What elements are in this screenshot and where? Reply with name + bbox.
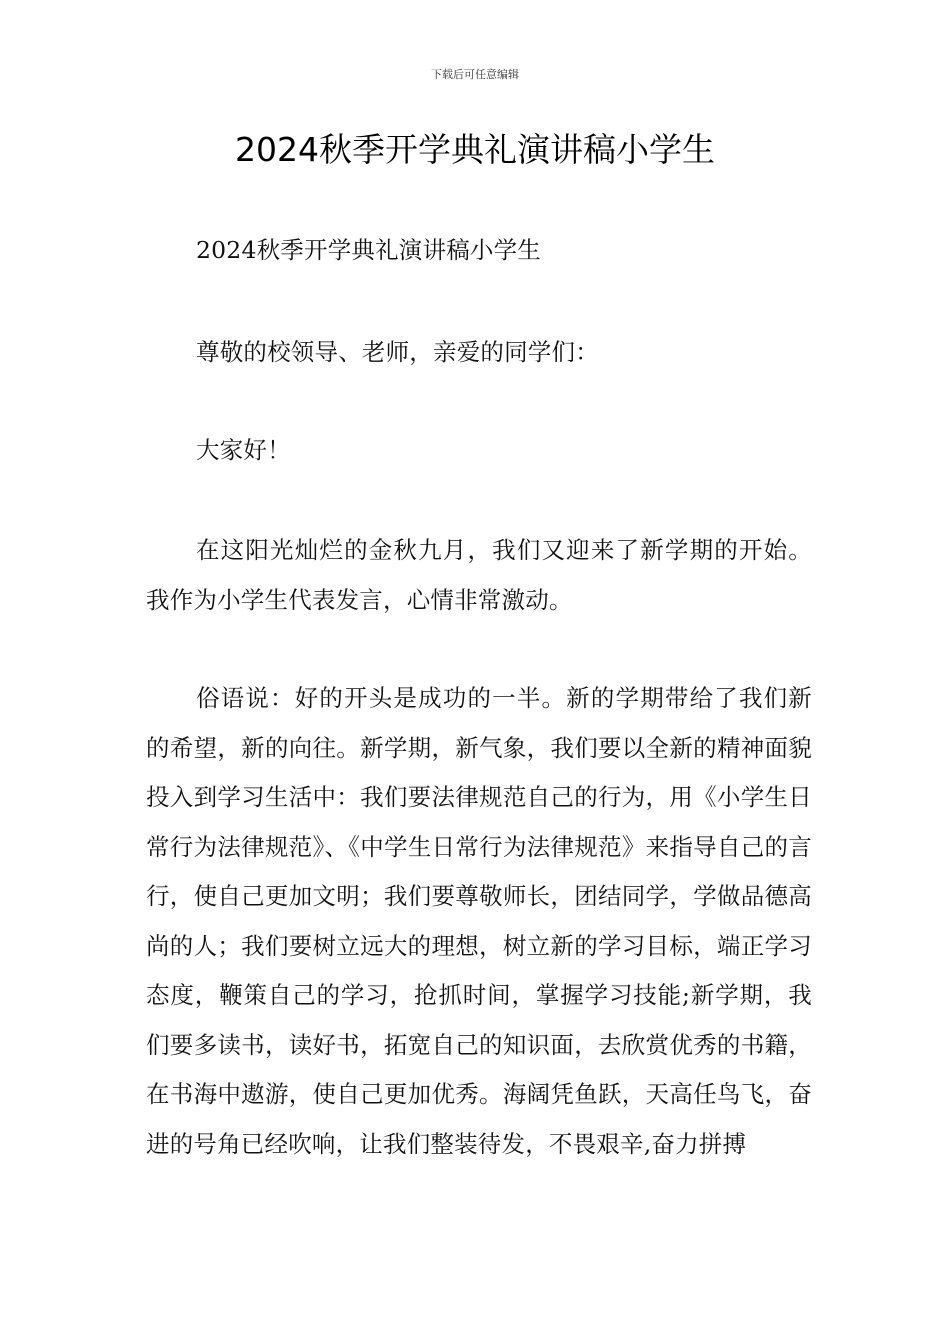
paragraph-opening <box>146 526 812 625</box>
document-title: 2024秋季开学典礼演讲稿小学生 <box>235 130 715 169</box>
paragraph-main <box>146 674 812 1169</box>
header-note: 下载后可任意编辑 <box>431 68 519 81</box>
paragraph-text: 大家好！ <box>196 436 291 464</box>
paragraph-text: 在这阳光灿烂的金秋九月，我们又迎来了新学期的开始。我作为小学生代表发言，心情非常激动。 <box>146 536 812 614</box>
paragraph-subtitle <box>146 226 812 276</box>
paragraph-salutation <box>146 328 812 378</box>
paragraph-greeting <box>146 426 812 476</box>
paragraph-text: 2024秋季开学典礼演讲稿小学生 <box>196 236 542 264</box>
paragraph-text: 俗语说：好的开头是成功的一半。新的学期带给了我们新的希望，新的向往。新学期，新气象，我们要以全新的精神面貌投入到学习生活中：我们要法律规范自己的行为，用《小学生日常行为法律规范》、《中学生日常行为法律规范》来指导自己的言行，使自己更加文明；我们要尊敬师长，团结同学，学做品德高尚的人；我们要树立远大的理想，树立新的学习目标，端正学习态度，鞭策自己的学习，抢抓时间，掌握学习技能;新学期，我们要多读书，读好书，拓宽自己的知识面，去欣赏优秀的书籍，在书海中遨游，使自己更加优秀。海阔凭鱼跃，天高任鸟飞，奋进的号角已经吹响，让我们整装待发，不畏艰辛,奋力拼搏 <box>146 684 812 1158</box>
paragraph-text: 尊敬的校领导、老师，亲爱的同学们： <box>196 338 599 366</box>
